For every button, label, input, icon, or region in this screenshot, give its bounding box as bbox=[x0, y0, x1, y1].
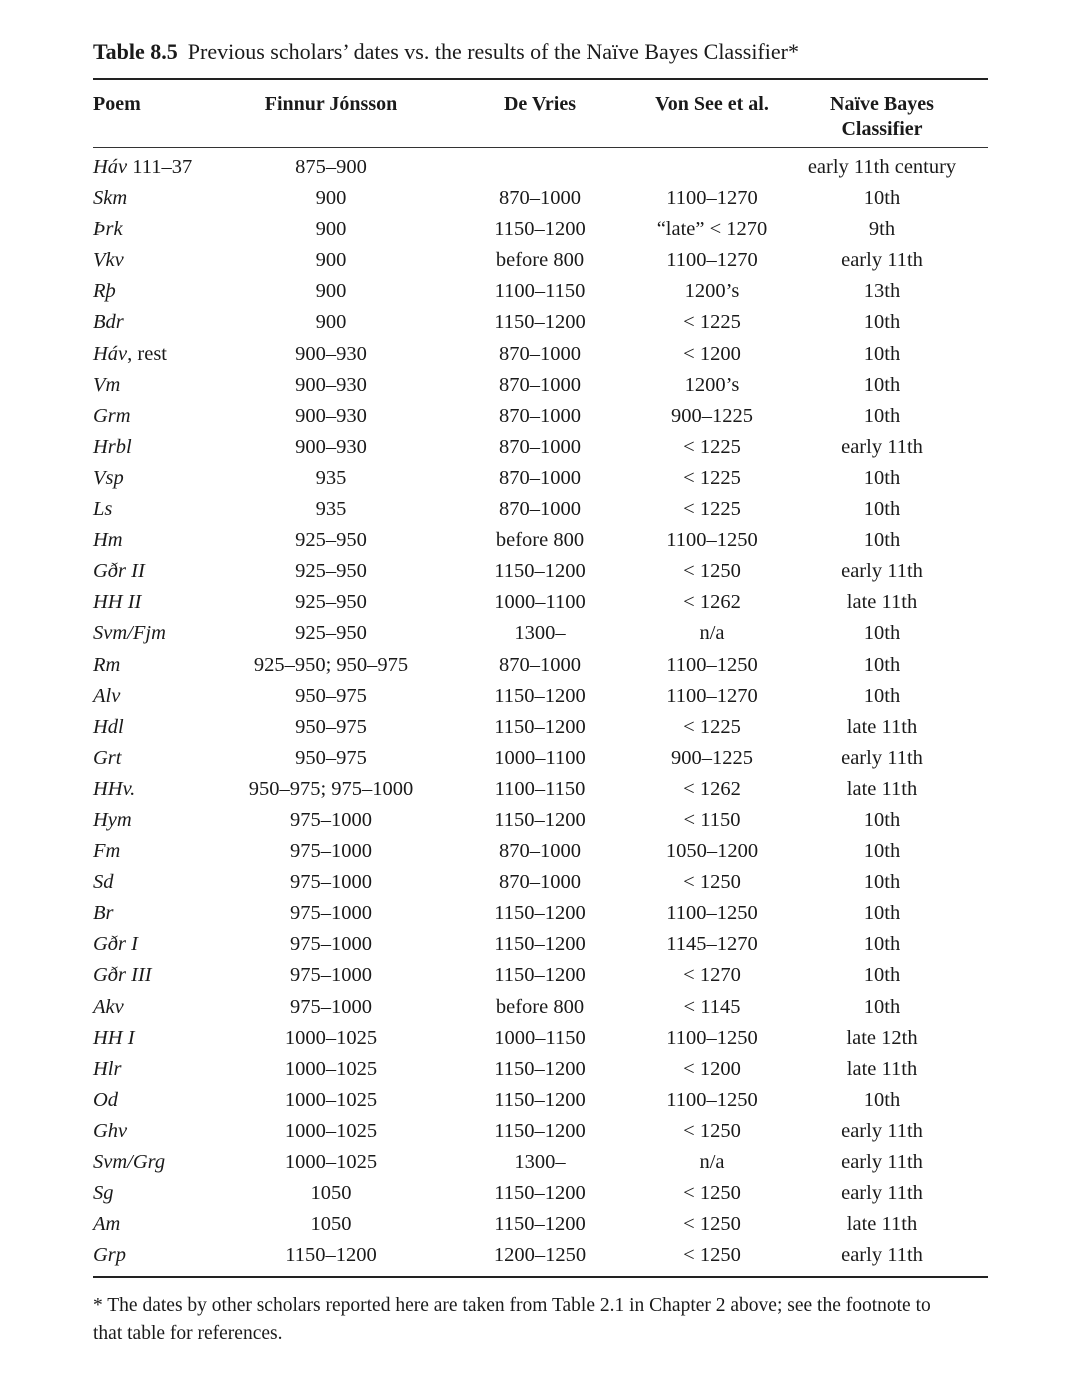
cell-finnur-jonsson: 950–975; 975–1000 bbox=[248, 777, 414, 800]
poem-abbrev: Rm bbox=[93, 653, 121, 676]
cell-de-vries: 1150–1200 bbox=[494, 1182, 586, 1205]
cell-von-see: 1200’s bbox=[684, 280, 740, 303]
footnote-line-2: that table for references. bbox=[93, 1323, 283, 1345]
cell-de-vries: 1000–1100 bbox=[494, 746, 586, 769]
cell-poem bbox=[93, 746, 121, 770]
cell-de-vries: before 800 bbox=[495, 995, 585, 1018]
table-row bbox=[93, 213, 988, 244]
cell-naive-bayes: 10th bbox=[863, 871, 901, 894]
cell-finnur-jonsson: 900 bbox=[315, 187, 347, 210]
poem-abbrev: Alv bbox=[93, 684, 121, 707]
cell-de-vries: 1200–1250 bbox=[493, 1244, 587, 1267]
cell-finnur-jonsson: 900–930 bbox=[295, 373, 367, 396]
cell-von-see: n/a bbox=[699, 622, 725, 645]
poem-abbrev: Ghv bbox=[93, 1119, 128, 1142]
poem-abbrev: Þrk bbox=[93, 218, 123, 241]
table-row bbox=[93, 400, 988, 431]
cell-finnur-jonsson: 1000–1025 bbox=[284, 1119, 378, 1142]
cell-finnur-jonsson: 975–1000 bbox=[290, 995, 372, 1018]
cell-de-vries: 1300– bbox=[514, 1151, 566, 1173]
cell-von-see: < 1225 bbox=[683, 715, 741, 738]
cell-de-vries: before 800 bbox=[495, 529, 585, 552]
table-row bbox=[93, 866, 988, 897]
cell-poem bbox=[93, 808, 132, 832]
table-row bbox=[93, 835, 988, 866]
table-row bbox=[93, 524, 988, 555]
cell-poem bbox=[93, 1119, 127, 1143]
poem-abbrev: Vsp bbox=[93, 466, 124, 489]
cell-finnur-jonsson: 925–950; 950–975 bbox=[253, 653, 409, 676]
cell-poem bbox=[93, 497, 112, 521]
cell-naive-bayes: 10th bbox=[863, 684, 901, 707]
cell-finnur-jonsson: 1050 bbox=[310, 1182, 352, 1205]
cell-von-see: < 1250 bbox=[683, 871, 741, 894]
cell-de-vries: 1300– bbox=[514, 622, 566, 645]
cell-poem bbox=[93, 435, 132, 459]
cell-de-vries: 1150–1200 bbox=[494, 311, 586, 334]
cell-naive-bayes: 10th bbox=[863, 964, 901, 987]
cell-finnur-jonsson: 975–1000 bbox=[290, 871, 372, 894]
poem-abbrev: Grm bbox=[93, 404, 131, 427]
poem-abbrev: Vkv bbox=[93, 249, 124, 272]
poem-abbrev: Hdl bbox=[93, 715, 124, 738]
cell-naive-bayes: 13th bbox=[863, 280, 901, 303]
cell-finnur-jonsson: 950–975 bbox=[295, 746, 367, 769]
cell-poem bbox=[93, 1150, 165, 1174]
cell-poem bbox=[93, 1088, 118, 1112]
cell-von-see: < 1225 bbox=[683, 435, 741, 458]
cell-naive-bayes: late 11th bbox=[846, 591, 918, 614]
cell-naive-bayes: 10th bbox=[863, 187, 901, 210]
cell-naive-bayes: 10th bbox=[863, 808, 901, 831]
cell-von-see: < 1145 bbox=[683, 995, 741, 1018]
cell-poem bbox=[93, 590, 141, 614]
table-row bbox=[93, 897, 988, 928]
cell-finnur-jonsson: 1000–1025 bbox=[284, 1088, 378, 1111]
cell-naive-bayes: early 11th bbox=[841, 746, 923, 769]
cell-poem bbox=[93, 155, 192, 179]
table-row bbox=[93, 680, 988, 711]
cell-poem bbox=[93, 684, 120, 708]
cell-naive-bayes: 10th bbox=[863, 529, 901, 552]
poem-abbrev: HH II bbox=[93, 591, 142, 614]
cell-von-see: < 1262 bbox=[683, 777, 741, 800]
cell-poem bbox=[93, 310, 124, 334]
cell-poem bbox=[93, 932, 138, 956]
poem-abbrev: Gðr I bbox=[93, 933, 138, 956]
poem-abbrev: Akv bbox=[93, 995, 124, 1018]
cell-von-see: 1100–1250 bbox=[666, 902, 758, 925]
poem-abbrev: Am bbox=[93, 1213, 121, 1236]
poem-suffix: 111–37 bbox=[127, 156, 193, 178]
cell-poem bbox=[93, 404, 131, 428]
table-row bbox=[93, 462, 988, 493]
poem-abbrev: Grp bbox=[93, 1244, 127, 1267]
cell-finnur-jonsson: 925–950 bbox=[295, 560, 367, 583]
cell-von-see: 1050–1200 bbox=[665, 840, 759, 863]
cell-poem bbox=[93, 1243, 126, 1267]
cell-poem bbox=[93, 186, 127, 210]
header-naive-bayes-line2: Classifier bbox=[841, 118, 923, 140]
cell-von-see: 1100–1250 bbox=[666, 653, 758, 676]
cell-finnur-jonsson: 975–1000 bbox=[290, 808, 372, 831]
cell-finnur-jonsson: 935 bbox=[315, 498, 347, 521]
table-row bbox=[93, 1022, 988, 1053]
table-row bbox=[93, 431, 988, 462]
table-row bbox=[93, 151, 988, 182]
table-row bbox=[93, 649, 988, 680]
table-title: Previous scholars’ dates vs. the results of the Naïve Bayes Classifier* bbox=[187, 39, 799, 64]
cell-de-vries: 870–1000 bbox=[499, 498, 581, 521]
table-container bbox=[93, 37, 988, 1348]
cell-finnur-jonsson: 975–1000 bbox=[290, 964, 372, 987]
cell-poem bbox=[93, 1212, 120, 1236]
cell-naive-bayes: late 11th bbox=[846, 715, 918, 738]
cell-finnur-jonsson: 925–950 bbox=[295, 622, 367, 645]
cell-naive-bayes: 10th bbox=[863, 342, 901, 365]
cell-von-see: < 1250 bbox=[683, 1119, 741, 1142]
poem-suffix: , rest bbox=[127, 342, 168, 365]
table-header bbox=[93, 80, 988, 147]
poem-abbrev: Háv bbox=[93, 156, 128, 178]
table-row bbox=[93, 928, 988, 959]
cell-naive-bayes: 10th bbox=[863, 933, 901, 956]
cell-finnur-jonsson: 975–1000 bbox=[290, 840, 372, 863]
table-row bbox=[93, 711, 988, 742]
cell-naive-bayes: 10th bbox=[863, 840, 901, 863]
cell-von-see: < 1225 bbox=[683, 498, 741, 521]
poem-abbrev: Sd bbox=[93, 871, 114, 894]
cell-poem bbox=[93, 373, 120, 397]
cell-von-see: 1100–1250 bbox=[666, 1088, 758, 1111]
header-de-vries: De Vries bbox=[503, 93, 577, 115]
cell-de-vries: 870–1000 bbox=[499, 435, 581, 458]
cell-poem bbox=[93, 715, 124, 739]
cell-naive-bayes: 10th bbox=[863, 622, 901, 645]
cell-von-see: < 1262 bbox=[683, 591, 741, 614]
cell-finnur-jonsson: 1000–1025 bbox=[284, 1057, 378, 1080]
cell-de-vries: 870–1000 bbox=[499, 373, 581, 396]
cell-de-vries: 870–1000 bbox=[499, 342, 581, 365]
cell-von-see: 1100–1270 bbox=[666, 187, 758, 210]
cell-finnur-jonsson: 925–950 bbox=[295, 591, 367, 614]
cell-von-see: “late” < 1270 bbox=[656, 218, 768, 241]
cell-de-vries: 870–1000 bbox=[499, 871, 581, 894]
cell-naive-bayes: late 11th bbox=[846, 1057, 918, 1080]
poem-abbrev: Hym bbox=[93, 808, 132, 831]
table-row bbox=[93, 742, 988, 773]
table-row bbox=[93, 773, 988, 804]
cell-poem bbox=[93, 777, 135, 801]
cell-von-see: < 1250 bbox=[683, 1213, 741, 1236]
cell-finnur-jonsson: 935 bbox=[315, 466, 347, 489]
poem-abbrev: Hlr bbox=[93, 1057, 122, 1080]
cell-naive-bayes: early 11th bbox=[841, 249, 923, 272]
table-row bbox=[93, 1239, 988, 1270]
cell-poem bbox=[93, 559, 145, 583]
cell-von-see: 1200’s bbox=[684, 373, 740, 396]
poem-abbrev: Sg bbox=[93, 1182, 114, 1205]
cell-naive-bayes: early 11th bbox=[841, 1151, 923, 1173]
cell-naive-bayes: 10th bbox=[863, 1088, 901, 1111]
cell-von-see: 1100–1250 bbox=[666, 529, 758, 552]
cell-de-vries: 1000–1150 bbox=[494, 1026, 586, 1049]
poem-abbrev: Vm bbox=[93, 373, 121, 396]
cell-poem bbox=[93, 342, 167, 366]
cell-von-see: 900–1225 bbox=[671, 404, 753, 427]
poem-abbrev: Gðr II bbox=[93, 560, 145, 583]
poem-abbrev: Bdr bbox=[93, 311, 124, 334]
cell-von-see: n/a bbox=[699, 1151, 725, 1173]
cell-de-vries: 1150–1200 bbox=[494, 715, 586, 738]
poem-abbrev: Skm bbox=[93, 187, 128, 210]
cell-von-see: < 1250 bbox=[683, 560, 741, 583]
cell-finnur-jonsson: 900 bbox=[315, 311, 347, 334]
cell-naive-bayes: early 11th bbox=[841, 1182, 923, 1205]
cell-finnur-jonsson: 1000–1025 bbox=[284, 1026, 378, 1049]
cell-naive-bayes: 9th bbox=[868, 218, 896, 241]
table-row bbox=[93, 1177, 988, 1208]
table-row bbox=[93, 369, 988, 400]
cell-naive-bayes: 10th bbox=[863, 995, 901, 1018]
cell-de-vries: 1150–1200 bbox=[494, 902, 586, 925]
table-row bbox=[93, 1115, 988, 1146]
footnote-line-1: * The dates by other scholars reported here are taken from Table 2.1 in Chapter 2 above; see the footnote to bbox=[93, 1295, 931, 1317]
table-row bbox=[93, 306, 988, 337]
bottom-rule bbox=[93, 1276, 988, 1278]
cell-de-vries: 1150–1200 bbox=[494, 964, 586, 987]
cell-finnur-jonsson: 975–1000 bbox=[290, 933, 372, 956]
cell-de-vries: 1150–1200 bbox=[494, 560, 586, 583]
cell-naive-bayes: early 11th bbox=[841, 435, 923, 458]
header-naive-bayes-line1: Naïve Bayes bbox=[830, 93, 934, 115]
table-row bbox=[93, 617, 988, 648]
poem-abbrev: Rþ bbox=[93, 280, 116, 303]
cell-finnur-jonsson: 900 bbox=[315, 280, 347, 303]
cell-poem bbox=[93, 839, 120, 863]
table-row bbox=[93, 1084, 988, 1115]
poem-abbrev: HH I bbox=[93, 1026, 135, 1049]
cell-von-see: < 1250 bbox=[683, 1182, 741, 1205]
cell-von-see: 1100–1270 bbox=[666, 684, 758, 707]
cell-finnur-jonsson: 1150–1200 bbox=[285, 1244, 377, 1267]
poem-abbrev: Háv bbox=[93, 342, 128, 365]
table-row bbox=[93, 338, 988, 369]
poem-abbrev: Hrbl bbox=[93, 435, 132, 458]
cell-de-vries: 870–1000 bbox=[499, 466, 581, 489]
cell-von-see: 1145–1270 bbox=[666, 933, 758, 956]
table-row bbox=[93, 182, 988, 213]
cell-finnur-jonsson: 1000–1025 bbox=[284, 1151, 378, 1173]
cell-finnur-jonsson: 900–930 bbox=[295, 435, 367, 458]
cell-naive-bayes: 10th bbox=[863, 498, 901, 521]
cell-de-vries: 1100–1150 bbox=[494, 280, 586, 303]
header-naive-bayes bbox=[830, 92, 934, 142]
cell-poem bbox=[93, 653, 120, 677]
table-row bbox=[93, 275, 988, 306]
header-poem: Poem bbox=[93, 93, 141, 115]
cell-de-vries: 1150–1200 bbox=[494, 218, 586, 241]
cell-naive-bayes: late 12th bbox=[846, 1026, 918, 1049]
cell-de-vries: 870–1000 bbox=[499, 653, 581, 676]
table-row bbox=[93, 555, 988, 586]
cell-naive-bayes: 10th bbox=[863, 466, 901, 489]
cell-de-vries: 1150–1200 bbox=[494, 1057, 586, 1080]
cell-de-vries: 1150–1200 bbox=[494, 1213, 586, 1236]
poem-abbrev: Gðr III bbox=[93, 964, 152, 987]
cell-naive-bayes: 10th bbox=[863, 653, 901, 676]
cell-finnur-jonsson: 900–930 bbox=[295, 404, 367, 427]
header-finnur-jonsson: Finnur Jónsson bbox=[264, 93, 398, 115]
cell-naive-bayes: 10th bbox=[863, 404, 901, 427]
poem-abbrev: Br bbox=[93, 902, 114, 925]
cell-von-see: < 1200 bbox=[683, 1057, 741, 1080]
table-row bbox=[93, 244, 988, 275]
cell-finnur-jonsson: 1050 bbox=[310, 1213, 352, 1236]
table-number: Table 8.5 bbox=[93, 39, 178, 64]
cell-von-see: < 1270 bbox=[683, 964, 741, 987]
table-row bbox=[93, 991, 988, 1022]
cell-von-see: < 1225 bbox=[683, 466, 741, 489]
cell-finnur-jonsson: 950–975 bbox=[295, 684, 367, 707]
cell-naive-bayes: late 11th bbox=[846, 1213, 918, 1236]
cell-finnur-jonsson: 925–950 bbox=[295, 529, 367, 552]
cell-naive-bayes: 10th bbox=[863, 311, 901, 334]
cell-von-see: < 1250 bbox=[683, 1244, 741, 1267]
table-row bbox=[93, 1208, 988, 1239]
cell-de-vries: 1150–1200 bbox=[494, 933, 586, 956]
cell-von-see: 900–1225 bbox=[671, 746, 753, 769]
cell-poem bbox=[93, 248, 124, 272]
poem-abbrev: HHv. bbox=[93, 777, 136, 800]
cell-de-vries: 1150–1200 bbox=[494, 1119, 586, 1142]
cell-de-vries: 1150–1200 bbox=[494, 1088, 586, 1111]
cell-naive-bayes: early 11th century bbox=[807, 156, 957, 178]
cell-poem bbox=[93, 217, 123, 241]
cell-naive-bayes: early 11th bbox=[841, 1119, 923, 1142]
cell-de-vries: before 800 bbox=[495, 249, 585, 272]
cell-poem bbox=[93, 1181, 114, 1205]
cell-de-vries: 870–1000 bbox=[499, 187, 581, 210]
cell-von-see: 1100–1270 bbox=[666, 249, 758, 272]
cell-finnur-jonsson: 900–930 bbox=[295, 342, 367, 365]
cell-poem bbox=[93, 901, 114, 925]
cell-poem bbox=[93, 528, 123, 552]
table-row bbox=[93, 804, 988, 835]
cell-poem bbox=[93, 279, 116, 303]
cell-poem bbox=[93, 963, 152, 987]
poem-abbrev: Fm bbox=[93, 840, 121, 863]
cell-von-see: 1100–1250 bbox=[666, 1026, 758, 1049]
cell-naive-bayes: 10th bbox=[863, 373, 901, 396]
poem-abbrev: Ls bbox=[93, 498, 113, 521]
table-row bbox=[93, 1053, 988, 1084]
cell-naive-bayes: early 11th bbox=[841, 1244, 923, 1267]
poem-abbrev: Svm/Fjm bbox=[93, 622, 166, 645]
cell-de-vries: 1000–1100 bbox=[494, 591, 586, 614]
cell-von-see: < 1150 bbox=[683, 808, 741, 831]
table-row bbox=[93, 1146, 988, 1177]
cell-poem bbox=[93, 621, 166, 645]
cell-finnur-jonsson: 900 bbox=[315, 218, 347, 241]
cell-finnur-jonsson: 975–1000 bbox=[290, 902, 372, 925]
cell-naive-bayes: late 11th bbox=[846, 777, 918, 800]
cell-von-see: < 1225 bbox=[683, 311, 741, 334]
table-row bbox=[93, 586, 988, 617]
cell-naive-bayes: 10th bbox=[863, 902, 901, 925]
poem-abbrev: Hm bbox=[93, 529, 123, 552]
table-caption bbox=[93, 37, 988, 67]
header-von-see: Von See et al. bbox=[655, 93, 769, 115]
cell-poem bbox=[93, 1026, 135, 1050]
cell-de-vries: 870–1000 bbox=[499, 404, 581, 427]
cell-de-vries: 1150–1200 bbox=[494, 684, 586, 707]
poem-abbrev: Od bbox=[93, 1088, 119, 1111]
table-row bbox=[93, 493, 988, 524]
table-row bbox=[93, 959, 988, 990]
cell-finnur-jonsson: 875–900 bbox=[295, 156, 367, 178]
poem-abbrev: Svm/Grg bbox=[93, 1151, 166, 1173]
cell-poem bbox=[93, 870, 114, 894]
cell-de-vries: 1150–1200 bbox=[494, 808, 586, 831]
cell-finnur-jonsson: 950–975 bbox=[295, 715, 367, 738]
cell-de-vries: 1100–1150 bbox=[494, 777, 586, 800]
cell-von-see: < 1200 bbox=[683, 342, 741, 365]
cell-de-vries: 870–1000 bbox=[499, 840, 581, 863]
table-footnote bbox=[93, 1292, 993, 1348]
cell-poem bbox=[93, 1057, 121, 1081]
table-body bbox=[93, 148, 988, 1270]
cell-finnur-jonsson: 900 bbox=[315, 249, 347, 272]
poem-abbrev: Grt bbox=[93, 746, 122, 769]
cell-naive-bayes: early 11th bbox=[841, 560, 923, 583]
cell-poem bbox=[93, 466, 124, 490]
cell-poem bbox=[93, 995, 124, 1019]
